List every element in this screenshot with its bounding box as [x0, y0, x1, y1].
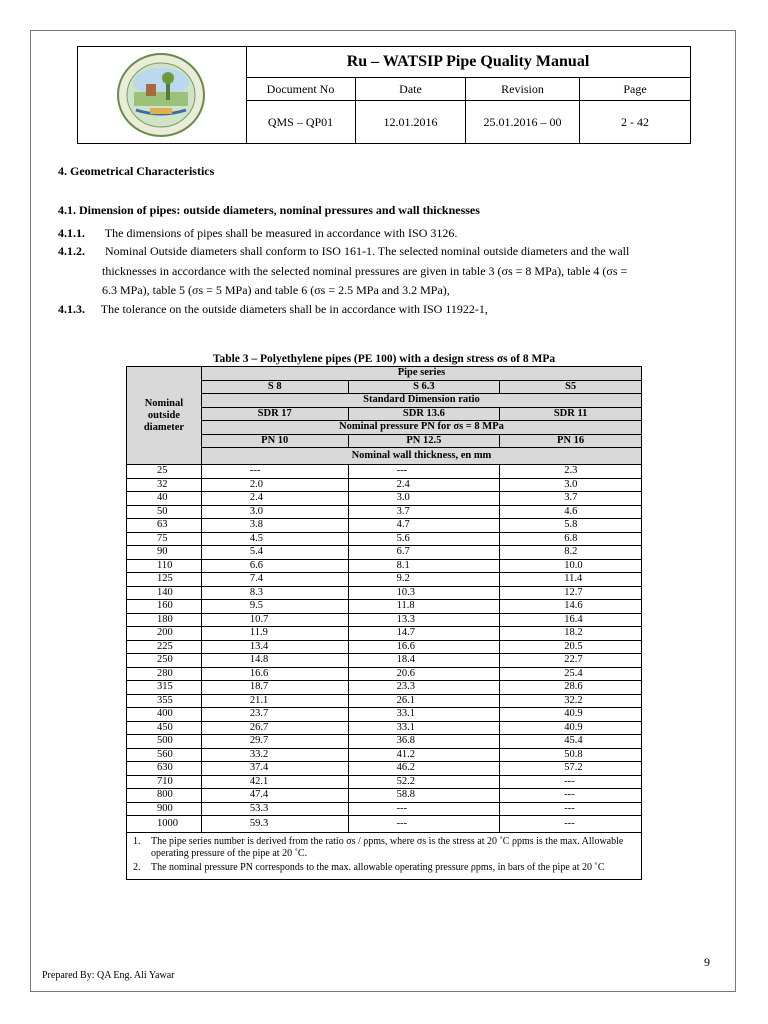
header-label-document-no: Document No: [246, 78, 356, 100]
table-row: [127, 708, 642, 722]
sdr-13-6: SDR 13.6: [348, 407, 500, 421]
wall-thickness-cell: 20.5: [500, 640, 642, 654]
table-notes: [127, 833, 642, 880]
diameter-cell: 1000: [127, 816, 202, 833]
diameter-cell: 180: [127, 613, 202, 627]
diameter-cell: 200: [127, 627, 202, 641]
pn-12-5: PN 12.5: [348, 434, 500, 448]
wall-thickness-cell: 11.9: [201, 627, 348, 641]
wall-thickness-cell: 11.4: [500, 573, 642, 587]
table-row: [127, 762, 642, 776]
header-label-revision: Revision: [466, 78, 580, 100]
wall-thickness-cell: 5.4: [201, 546, 348, 560]
table-row: [127, 492, 642, 506]
wall-thickness-cell: 28.6: [500, 681, 642, 695]
diameter-cell: 315: [127, 681, 202, 695]
wall-thickness-cell: 10.0: [500, 559, 642, 573]
wall-thickness-label: Nominal wall thickness, en mm: [201, 448, 641, 465]
wall-thickness-cell: 10.7: [201, 613, 348, 627]
clause-text-line-2: thicknesses in accordance with the selected nominal pressures are given in table 3 (σs = 8 MPa), table 4 (σs =: [102, 264, 628, 278]
table-row: [127, 478, 642, 492]
table-row: [127, 505, 642, 519]
diameter-cell: 355: [127, 694, 202, 708]
wall-thickness-cell: 3.0: [348, 492, 500, 506]
section-subheading: 4.1. Dimension of pipes: outside diameters, nominal pressures and wall thicknesses: [58, 203, 480, 217]
table-row: [127, 721, 642, 735]
wall-thickness-cell: 10.3: [348, 586, 500, 600]
diameter-cell: 160: [127, 600, 202, 614]
wall-thickness-cell: 4.5: [201, 532, 348, 546]
series-s5: S5: [500, 380, 642, 394]
wall-thickness-cell: 33.1: [348, 721, 500, 735]
wall-thickness-cell: 2.4: [201, 492, 348, 506]
wall-thickness-cell: 14.8: [201, 654, 348, 668]
header-labels-row: [246, 78, 690, 101]
wall-thickness-cell: ---: [348, 465, 500, 479]
pn-label: Nominal pressure PN for σs = 8 MPa: [201, 421, 641, 435]
table-row: [127, 735, 642, 749]
wall-thickness-cell: 33.2: [201, 748, 348, 762]
wall-thickness-cell: 3.7: [500, 492, 642, 506]
table-caption: Table 3 – Polyethylene pipes (PE 100) with a design stress σs of 8 MPa: [212, 353, 556, 365]
header-values-row: [246, 101, 690, 143]
table-row: [127, 586, 642, 600]
sdr-label: Standard Dimension ratio: [201, 394, 641, 408]
clause-text: The tolerance on the outside diameters shall be in accordance with ISO 11922-1,: [100, 302, 488, 316]
clause-4-1-2: [58, 242, 629, 261]
wall-thickness-cell: 5.6: [348, 532, 500, 546]
wall-thickness-cell: 4.7: [348, 519, 500, 533]
wall-thickness-cell: ---: [348, 816, 500, 833]
diameter-cell: 710: [127, 775, 202, 789]
diameter-cell: 900: [127, 802, 202, 816]
wall-thickness-cell: 41.2: [348, 748, 500, 762]
wall-thickness-cell: 2.4: [348, 478, 500, 492]
diameter-cell: 63: [127, 519, 202, 533]
header-value-date: 12.01.2016: [356, 101, 466, 143]
wall-thickness-cell: 37.4: [201, 762, 348, 776]
manual-title: Ru – WATSIP Pipe Quality Manual: [246, 47, 690, 78]
clause-number: 4.1.1.: [58, 226, 85, 240]
table-row: [127, 573, 642, 587]
wall-thickness-cell: 7.4: [201, 573, 348, 587]
diameter-cell: 125: [127, 573, 202, 587]
wall-thickness-cell: 20.6: [348, 667, 500, 681]
table-notes-row: [127, 833, 642, 880]
diameter-cell: 500: [127, 735, 202, 749]
table-row: [127, 694, 642, 708]
wall-thickness-cell: 26.7: [201, 721, 348, 735]
wall-thickness-cell: 11.8: [348, 600, 500, 614]
wall-thickness-cell: ---: [500, 775, 642, 789]
table-row: [127, 775, 642, 789]
clause-number: 4.1.2.: [58, 244, 85, 258]
diameter-cell: 800: [127, 789, 202, 803]
wall-thickness-cell: 18.7: [201, 681, 348, 695]
wall-thickness-cell: 26.1: [348, 694, 500, 708]
diameter-cell: 75: [127, 532, 202, 546]
diameter-cell: 50: [127, 505, 202, 519]
wall-thickness-cell: 3.0: [201, 505, 348, 519]
series-s8: S 8: [201, 380, 348, 394]
wall-thickness-cell: 25.4: [500, 667, 642, 681]
wall-thickness-cell: 57.2: [500, 762, 642, 776]
wall-thickness-cell: 8.1: [348, 559, 500, 573]
wall-thickness-cell: 23.7: [201, 708, 348, 722]
table-row: [127, 748, 642, 762]
wall-thickness-cell: 32.2: [500, 694, 642, 708]
wall-thickness-cell: 16.4: [500, 613, 642, 627]
wall-thickness-cell: 40.9: [500, 708, 642, 722]
diameter-cell: 90: [127, 546, 202, 560]
wall-thickness-cell: 40.9: [500, 721, 642, 735]
diameter-cell: 560: [127, 748, 202, 762]
wall-thickness-cell: 8.3: [201, 586, 348, 600]
diameter-cell: 110: [127, 559, 202, 573]
wall-thickness-cell: 58.8: [348, 789, 500, 803]
wall-thickness-cell: ---: [201, 465, 348, 479]
clause-number: 4.1.3.: [58, 302, 85, 316]
organization-seal-icon: [116, 52, 206, 138]
diameter-cell: 140: [127, 586, 202, 600]
wall-thickness-cell: 9.2: [348, 573, 500, 587]
table-row: [127, 532, 642, 546]
wall-thickness-cell: 21.1: [201, 694, 348, 708]
note-number: 2.: [133, 862, 141, 873]
document-header: [77, 46, 691, 144]
logo-cell: [78, 47, 247, 143]
wall-thickness-cell: 18.4: [348, 654, 500, 668]
wall-thickness-cell: 33.1: [348, 708, 500, 722]
wall-thickness-cell: 3.7: [348, 505, 500, 519]
wall-thickness-cell: ---: [348, 802, 500, 816]
wall-thickness-cell: 36.8: [348, 735, 500, 749]
wall-thickness-cell: 2.0: [201, 478, 348, 492]
header-label-page: Page: [623, 82, 647, 96]
table-row: [127, 519, 642, 533]
wall-thickness-cell: 47.4: [201, 789, 348, 803]
clause-text-line-1: Nominal Outside diameters shall conform to ISO 161-1. The selected nominal outside diameters and the wall: [105, 244, 630, 258]
note-number: 1.: [133, 836, 141, 847]
wall-thickness-cell: 13.4: [201, 640, 348, 654]
table-row: [127, 546, 642, 560]
header-label-date: Date: [356, 78, 466, 100]
pn-16: PN 16: [500, 434, 642, 448]
wall-thickness-cell: ---: [500, 816, 642, 833]
wall-thickness-cell: ---: [500, 802, 642, 816]
note-text: The nominal pressure PN corresponds to the max. allowable operating pressure ρpms, in bars of the pipe at 20 ˚C: [151, 862, 605, 873]
table-note: [133, 862, 635, 874]
table-row: [127, 802, 642, 816]
clause-4-1-3: [58, 300, 488, 319]
table-row: [127, 465, 642, 479]
wall-thickness-cell: 12.7: [500, 586, 642, 600]
clause-text: The dimensions of pipes shall be measured in accordance with ISO 3126.: [104, 226, 458, 240]
diameter-cell: 450: [127, 721, 202, 735]
wall-thickness-cell: 42.1: [201, 775, 348, 789]
diameter-cell: 40: [127, 492, 202, 506]
table-row: [127, 559, 642, 573]
table-row: [127, 613, 642, 627]
diameter-cell: 25: [127, 465, 202, 479]
wall-thickness-cell: 5.8: [500, 519, 642, 533]
header-value-document-no: QMS – QP01: [246, 101, 356, 143]
wall-thickness-cell: 6.7: [348, 546, 500, 560]
diameter-cell: 280: [127, 667, 202, 681]
wall-thickness-cell: 14.6: [500, 600, 642, 614]
wall-thickness-cell: 8.2: [500, 546, 642, 560]
table-row: [127, 816, 642, 833]
table-row: [127, 654, 642, 668]
pe100-dimension-table: [126, 366, 642, 880]
table-row: [127, 640, 642, 654]
section-heading: 4. Geometrical Characteristics: [58, 164, 215, 178]
wall-thickness-cell: 52.2: [348, 775, 500, 789]
page-number: 9: [704, 955, 710, 969]
wall-thickness-cell: 18.2: [500, 627, 642, 641]
diameter-cell: 630: [127, 762, 202, 776]
table-row: [127, 600, 642, 614]
wall-thickness-cell: 29.7: [201, 735, 348, 749]
diameter-cell: 400: [127, 708, 202, 722]
wall-thickness-cell: 46.2: [348, 762, 500, 776]
wall-thickness-cell: 6.6: [201, 559, 348, 573]
pipe-series-label: Pipe series: [201, 367, 641, 381]
clause-4-1-1: [58, 224, 457, 243]
series-s6-3: S 6.3: [348, 380, 500, 394]
table-row: [127, 789, 642, 803]
sdr-17: SDR 17: [201, 407, 348, 421]
wall-thickness-cell: 13.3: [348, 613, 500, 627]
pn-10: PN 10: [201, 434, 348, 448]
row-header-nominal-outside-diameter: Nominal outside diameter: [127, 367, 202, 465]
wall-thickness-cell: 45.4: [500, 735, 642, 749]
table-row: [127, 667, 642, 681]
wall-thickness-cell: 16.6: [348, 640, 500, 654]
diameter-cell: 225: [127, 640, 202, 654]
wall-thickness-cell: 9.5: [201, 600, 348, 614]
wall-thickness-cell: 59.3: [201, 816, 348, 833]
note-text: The pipe series number is derived from the ratio σs / ρpms, where σs is the stress at 20 ˚C ρpms is the max. Allowable operating pressure of the pipe at 20 ˚C.: [151, 836, 624, 859]
clause-text-line-3: 6.3 MPa), table 5 (σs = 5 MPa) and table 6 (σs = 2.5 MPa and 3.2 MPa),: [102, 283, 450, 297]
wall-thickness-cell: ---: [500, 789, 642, 803]
wall-thickness-cell: 50.8: [500, 748, 642, 762]
table-row: [127, 627, 642, 641]
prepared-by: Prepared By: QA Eng. Ali Yawar: [42, 970, 175, 981]
wall-thickness-cell: 23.3: [348, 681, 500, 695]
header-value-revision: 25.01.2016 – 00: [466, 101, 580, 143]
wall-thickness-cell: 53.3: [201, 802, 348, 816]
header-value-page: 2 - 42: [621, 115, 649, 129]
wall-thickness-cell: 4.6: [500, 505, 642, 519]
diameter-cell: 250: [127, 654, 202, 668]
table-note: [133, 836, 635, 860]
sdr-11: SDR 11: [500, 407, 642, 421]
diameter-cell: 32: [127, 478, 202, 492]
wall-thickness-cell: 3.0: [500, 478, 642, 492]
table-row: [127, 681, 642, 695]
wall-thickness-cell: 22.7: [500, 654, 642, 668]
wall-thickness-cell: 16.6: [201, 667, 348, 681]
wall-thickness-cell: 3.8: [201, 519, 348, 533]
wall-thickness-cell: 2.3: [500, 465, 642, 479]
wall-thickness-cell: 14.7: [348, 627, 500, 641]
wall-thickness-cell: 6.8: [500, 532, 642, 546]
